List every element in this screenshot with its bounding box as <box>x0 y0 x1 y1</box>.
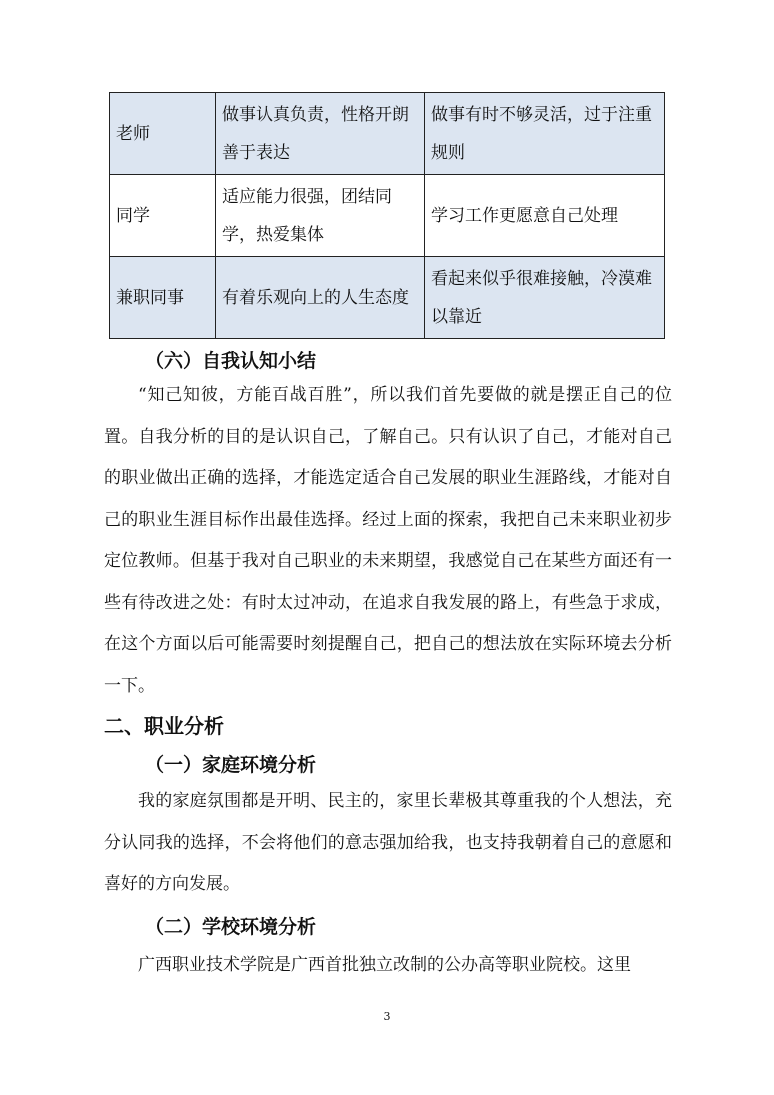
strengths-cell: 做事认真负责，性格开朗善于表达 <box>216 93 425 175</box>
page-number: 3 <box>383 1010 391 1023</box>
section-heading-self-summary: （六）自我认知小结 <box>145 350 317 372</box>
section-heading-school: （二）学校环境分析 <box>145 916 317 938</box>
chapter-heading-career-analysis: 二、职业分析 <box>104 714 224 738</box>
weaknesses-cell: 学习工作更愿意自己处理 <box>425 175 665 257</box>
evaluator-cell: 同学 <box>110 175 216 257</box>
strengths-cell: 有着乐观向上的人生态度 <box>216 257 425 339</box>
table-row <box>110 257 665 339</box>
evaluator-cell: 兼职同事 <box>110 257 216 339</box>
strengths-cell: 适应能力很强，团结同学，热爱集体 <box>216 175 425 257</box>
school-paragraph: 广西职业技术学院是广西首批独立改制的公办高等职业院校。这里 <box>138 955 631 975</box>
section-heading-family: （一）家庭环境分析 <box>145 754 317 776</box>
evaluator-cell: 老师 <box>110 93 216 175</box>
table-row <box>110 175 665 257</box>
weaknesses-cell: 做事有时不够灵活，过于注重规则 <box>425 93 665 175</box>
weaknesses-cell: 看起来似乎很难接触，冷漠难以靠近 <box>425 257 665 339</box>
table-row <box>110 93 665 175</box>
self-summary-paragraph: “知己知彼，方能百战百胜”，所以我们首先要做的就是摆正自己的位置。自我分析的目的是认识自己，了解自己。只有认识了自己，才能对自己的职业做出正确的选择，才能选定适合自己发展的职业生涯路线，才能对自己的职业生涯目标作出最佳选择。经过上面的探索，我把自己未来职业初步定位教师。但基于我对自己职业的未来期望，我感觉自己在某些方面还有一些有待改进之处：有时太过冲动，在追求自我发展的路上，有些急于求成，在这个方面以后可能需要时刻提醒自己，把自己的想法放在实际环境去分析一下。 <box>104 385 672 696</box>
family-paragraph: 我的家庭氛围都是开明、民主的，家里长辈极其尊重我的个人想法，充分认同我的选择，不会将他们的意志强加给我，也支持我朝着自己的意愿和喜好的方向发展。 <box>104 791 672 894</box>
evaluation-table <box>109 92 665 339</box>
